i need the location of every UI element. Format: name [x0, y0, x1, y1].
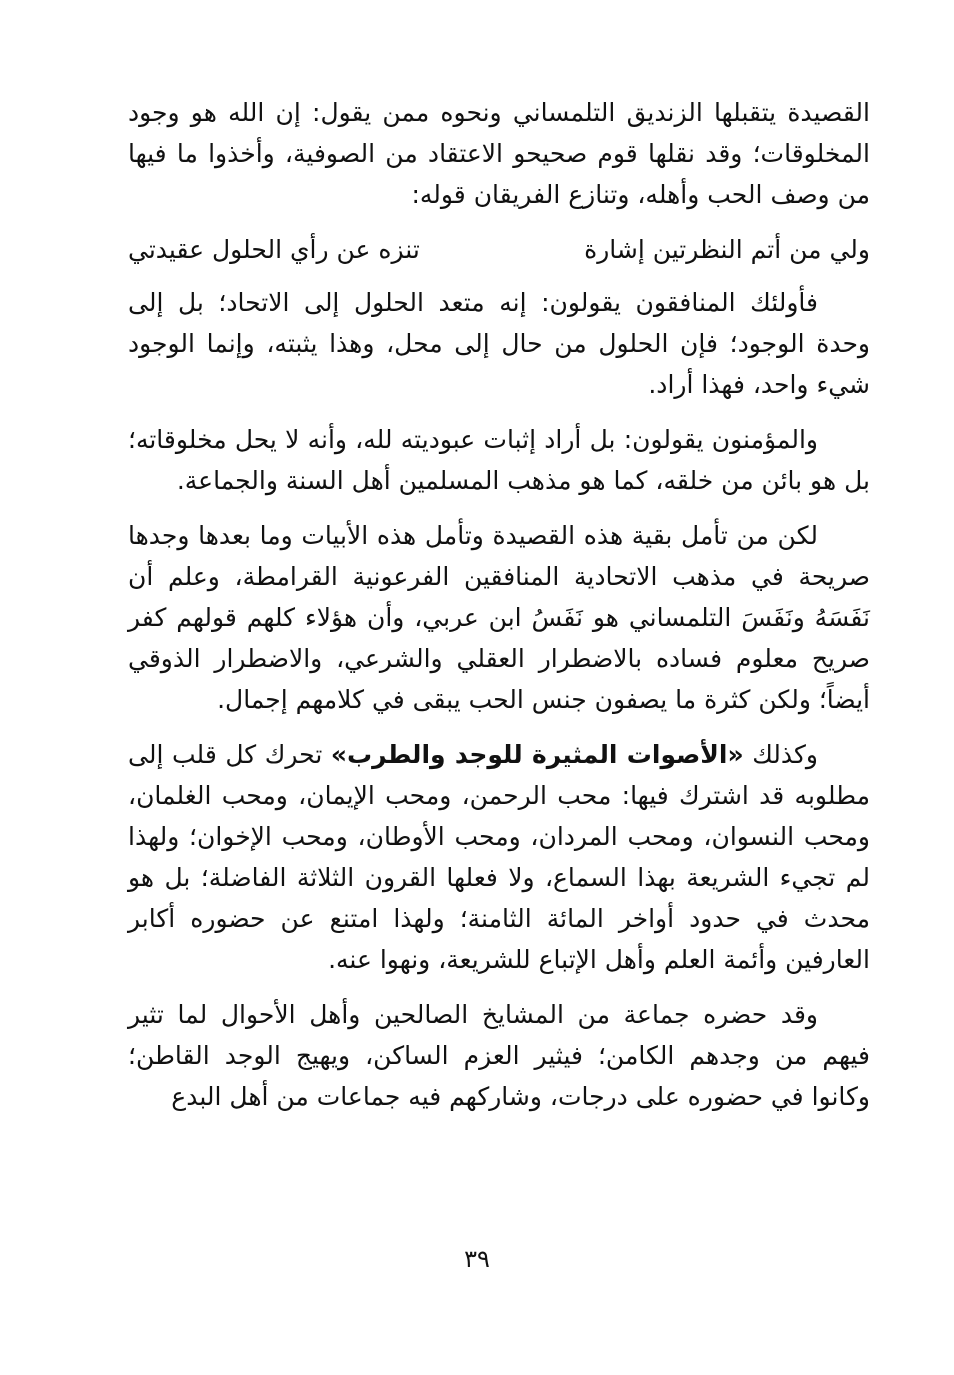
- paragraph-6: وقد حضره جماعة من المشايخ الصالحين وأهل الأحوال لما تثير فيهم من وجدهم الكامن؛ فيثير العزم الساكن، ويهيج الوجد القاطن؛ وكانوا في حضوره على درجات، وشاركهم فيه جماعات من أهل البدع: [128, 1000, 870, 1111]
- paragraph-5-prefix: وكذلك: [743, 740, 818, 769]
- paragraph-5: [128, 734, 870, 980]
- paragraph-5-bold-title: «الأصوات المثيرة للوجد والطرب»: [330, 740, 744, 769]
- paragraph-2: فأولئك المنافقون يقولون: إنه متعد الحلول إلى الاتحاد؛ بل إلى وحدة الوجود؛ فإن الحلول من حال إلى محل، وهذا يثبته، وإنما الوجود شيء واحد، فهذا أراد.: [128, 288, 870, 399]
- verse-second-hemistich: تنزه عن رأي الحلول عقيدتي: [128, 235, 420, 264]
- page-number: ٣٩: [464, 1245, 490, 1273]
- paragraph-4: لكن من تأمل بقية هذه القصيدة وتأمل هذه الأبيات وما بعدها وجدها صريحة في مذهب الاتحادية المنافقين الفرعونية القرامطة، وعلم أن نَفَسَهُ ونَفَسَ التلمساني هو نَفَسُ ابن عربي، وأن هؤلاء كلهم قولهم كفر صريح معلوم فساده بالاضطرار العقلي والشرعي، والاضطرار الذوقي أيضاً؛ ولكن كثرة ما يصفون جنس الحب يبقى في كلامهم إجمال.: [128, 521, 870, 714]
- page-body: [128, 92, 870, 1131]
- paragraph-5-body: تحرك كل قلب إلى مطلوبه قد اشترك فيها: محب الرحمن، ومحب الإيمان، ومحب الغلمان، ومحب النسوان، ومحب المردان، ومحب الأوطان، ومحب الإخوان؛ ولهذا لم تجيء الشريعة بهذا السماع، ولا فعلها القرون الثلاثة الفاضلة؛ بل هو محدث في حدود أواخر المائة الثامنة؛ ولهذا امتنع عن حضوره أكابر العارفين وأئمة العلم وأهل الإتباع للشريعة، ونهوا عنه.: [128, 740, 870, 974]
- paragraph-3: والمؤمنون يقولون: بل أراد إثبات عبوديته لله، وأنه لا يحل مخلوقاته؛ بل هو بائن من خلقه، كما هو مذهب المسلمين أهل السنة والجماعة.: [128, 425, 870, 495]
- poem-verse: [128, 229, 870, 270]
- paragraph-1: القصيدة يتقبلها الزنديق التلمساني ونحوه ممن يقول: إن الله هو وجود المخلوقات؛ وقد نقلها قوم صحيحو الاعتقاد من الصوفية، وأخذوا ما فيها من وصف الحب وأهله، وتنازع الفريقان قوله:: [128, 98, 870, 209]
- verse-first-hemistich: ولي من أتم النظرتين إشارة: [584, 235, 870, 264]
